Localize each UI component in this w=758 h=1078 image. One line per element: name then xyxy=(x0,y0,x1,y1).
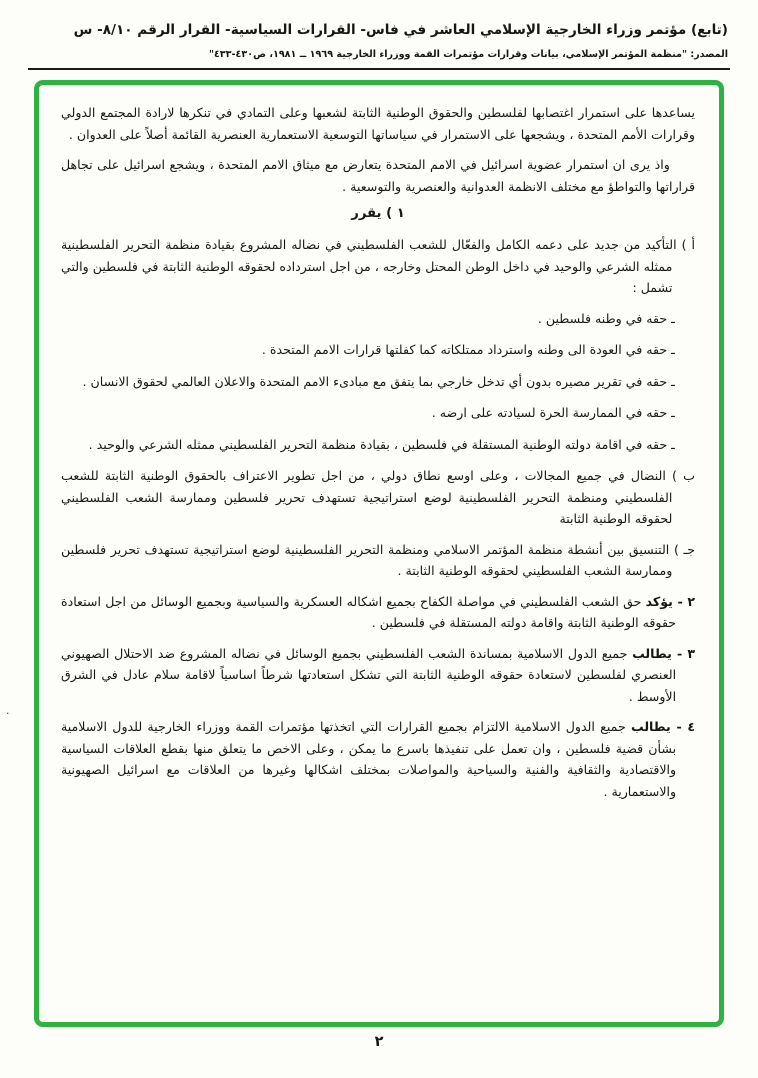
clause-4-number: ٤ - xyxy=(670,719,695,734)
clause-4-paragraph xyxy=(61,716,695,802)
right-list-item-2: ـ حقه في العودة الى وطنه واسترداد ممتلكاته كما كفلتها قرارات الامم المتحدة . xyxy=(261,342,675,357)
clause-2-number: ٢ - xyxy=(672,593,695,609)
clause-2-paragraph xyxy=(61,591,695,634)
clause-3-verb: يطالب xyxy=(632,645,672,661)
clause-2-verb: يؤكد xyxy=(645,593,673,609)
item-c-paragraph: جـ ) التنسيق بين أنشطة منظمة المؤتمر الاسلامي ومنظمة التحرير الفلسطينية لوضع استراتيجية تستهدف تحرير فلسطين وممارسة الشعب الفلسطيني لحقوقه الوطنية الثابتة . xyxy=(61,541,695,578)
clause-3-text: جميع الدول الاسلامية بمساندة الشعب الفلسطيني بجميع الوسائل في نضاله المشروع ضد الاحتلال الصهيوني العنصري لفلسطين لاستعادة حقوقه الوطنية الثابتة التي تشكل استعادتها شرطاً اساسياً لاقامة سلام عادل في الشرق الأوسط . xyxy=(61,645,677,704)
document-header xyxy=(0,0,758,61)
document-title: (تابع) مؤتمر وزراء الخارجية الإسلامي العاشر في فاس- القرارات السياسية- القرار الرقم ٨/١٠- س xyxy=(73,22,728,38)
clause-3-number: ٣ - xyxy=(671,645,695,661)
clause-4-verb: يطالب xyxy=(631,719,671,734)
clause-4-text: جميع الدول الاسلامية الالتزام بجميع القرارات التي اتخذتها مؤتمرات القمة ووزراء الخارجية للدول الاسلامية بشأن قضية فلسطين ، وان تعمل على تنفيذها باسرع ما يمكن ، وعلى الاخص ما يتعلق منها بقطع العلاقات السياسية والاقتصادية والثقافية والفنية والسياحية والمواصلات بمختلف اشكالها وغيرها من العلاقات مع اسرائيل الصهيونية والاستعمارية . xyxy=(61,719,677,799)
resolution-text-green-frame xyxy=(34,80,724,1027)
clause-2-text: حق الشعب الفلسطيني في مواصلة الكفاح بجميع اشكاله العسكرية والسياسية وبجميع الوسائل من اجل استعادة حقوقه الوطنية الثابتة واقامة دولته المستقلة في فلسطين . xyxy=(61,593,677,630)
source-citation-line: المصدر: "منظمة المؤتمر الإسلامي، بيانات وقرارات مؤتمرات القمة ووزراء الخارجية ١٩٦٩ ــ ١٩٨١، ص٤٣٠-٤٣٣" xyxy=(208,49,728,60)
decree-heading: ١ ) يقرر xyxy=(351,206,405,221)
right-list-item-5: ـ حقه في اقامة دولته الوطنية المستقلة في فلسطين ، بقيادة منظمة التحرير الفلسطيني ممثله الشرعي والوحيد . xyxy=(88,436,675,452)
right-list-item-1: ـ حقه في وطنه فلسطين . xyxy=(537,310,675,326)
header-divider-line xyxy=(28,68,730,70)
item-a-paragraph: أ ) التأكيد من جديد على دعمه الكامل والفعّال للشعب الفلسطيني في نضاله المشروع بقيادة منظمة التحرير الفلسطينية ممثله الشرعي والوحيد في داخل الوطن المحتل وخارجه ، من اجل استرداده لحقوقه الوطنية الثابتة في فلسطين والتي تشمل : xyxy=(61,237,695,295)
paragraph-preamble-2: واذ يرى ان استمرار عضوية اسرائيل في الامم المتحدة يتعارض مع ميثاق الامم المتحدة ، ويشجع اسرائيل على تجاهل قراراتها والتواطؤ مع مختلف الانظمة العدوانية والعنصرية والتوسعية . xyxy=(61,157,695,194)
paragraph-preamble-1: يساعدها على استمرار اغتصابها لفلسطين والحقوق الوطنية الثابتة لشعبها وعلى التمادي في تنكرها لارادة المجتمع الدولي وقرارات الأمم المتحدة ، ويشجعها على الاستمرار في سياساتها التوسعية الاستعمارية العنصرية القائمة أصلاً على العدوان . xyxy=(61,105,695,142)
right-list-item-3: ـ حقه في تقرير مصيره بدون أي تدخل خارجي بما يتفق مع مبادىء الامم المتحدة والاعلان العالمي لحقوق الانسان . xyxy=(82,373,675,389)
item-b-paragraph: ب ) النضال في جميع المجالات ، وعلى اوسع نطاق دولي ، من اجل تطوير الاعتراف بالحقوق الوطنية الثابتة للشعب الفلسطيني ومنظمة التحرير الفلسطينية لوضع استراتيجية تستهدف تحرير فلسطين وممارسة الشعب الفلسطيني لحقوقه الوطنية الثابتة xyxy=(61,468,695,526)
stray-ink-mark: . xyxy=(6,704,10,717)
page-number: ٢ xyxy=(374,1034,384,1050)
clause-3-paragraph xyxy=(61,643,695,708)
right-list-item-4: ـ حقه في الممارسة الحرة لسيادته على ارضه . xyxy=(431,405,675,420)
